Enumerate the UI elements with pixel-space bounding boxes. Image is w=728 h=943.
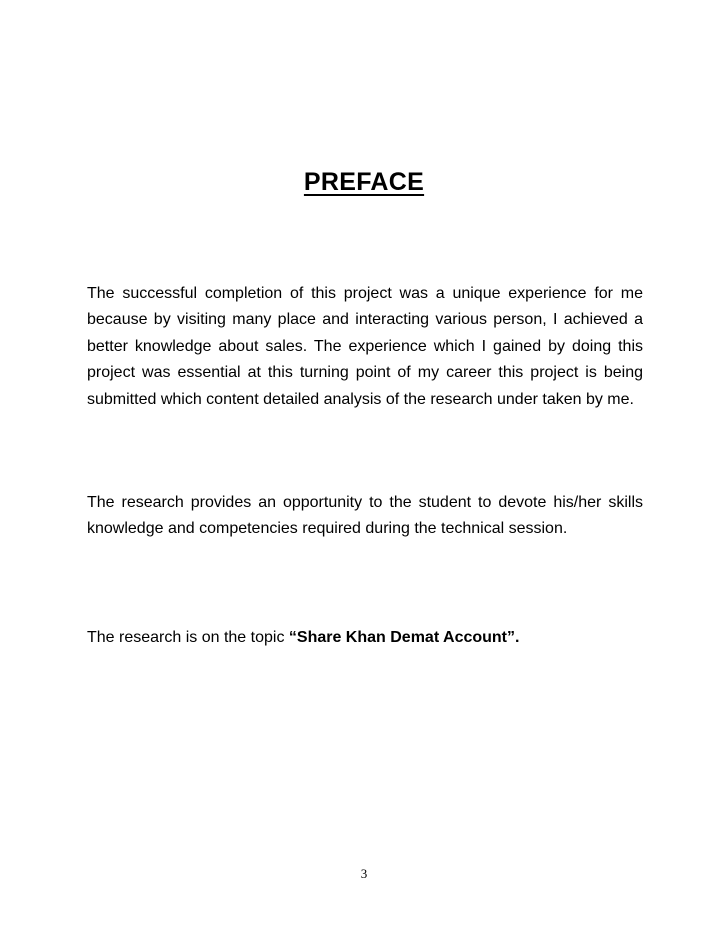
preface-paragraph-2: The research provides an opportunity to the student to devote his/her skills knowledge and competencies required during the technical session.: [87, 494, 643, 538]
preface-paragraph-topic: [87, 625, 643, 651]
preface-paragraph-1: The successful completion of this project was a unique experience for me because by visiting many place and interacting various person, I achieved a better knowledge about sales. The experience which I gained by doing this project was essential at this turning point of my career this project is being submitted which content detailed analysis of the research under taken by me.: [87, 285, 643, 408]
topic-name: “Share Khan Demat Account”.: [288, 629, 520, 646]
topic-prefix: The research is on the topic: [87, 629, 289, 646]
page-number: 3: [360, 866, 368, 881]
page-title: PREFACE: [303, 168, 425, 196]
